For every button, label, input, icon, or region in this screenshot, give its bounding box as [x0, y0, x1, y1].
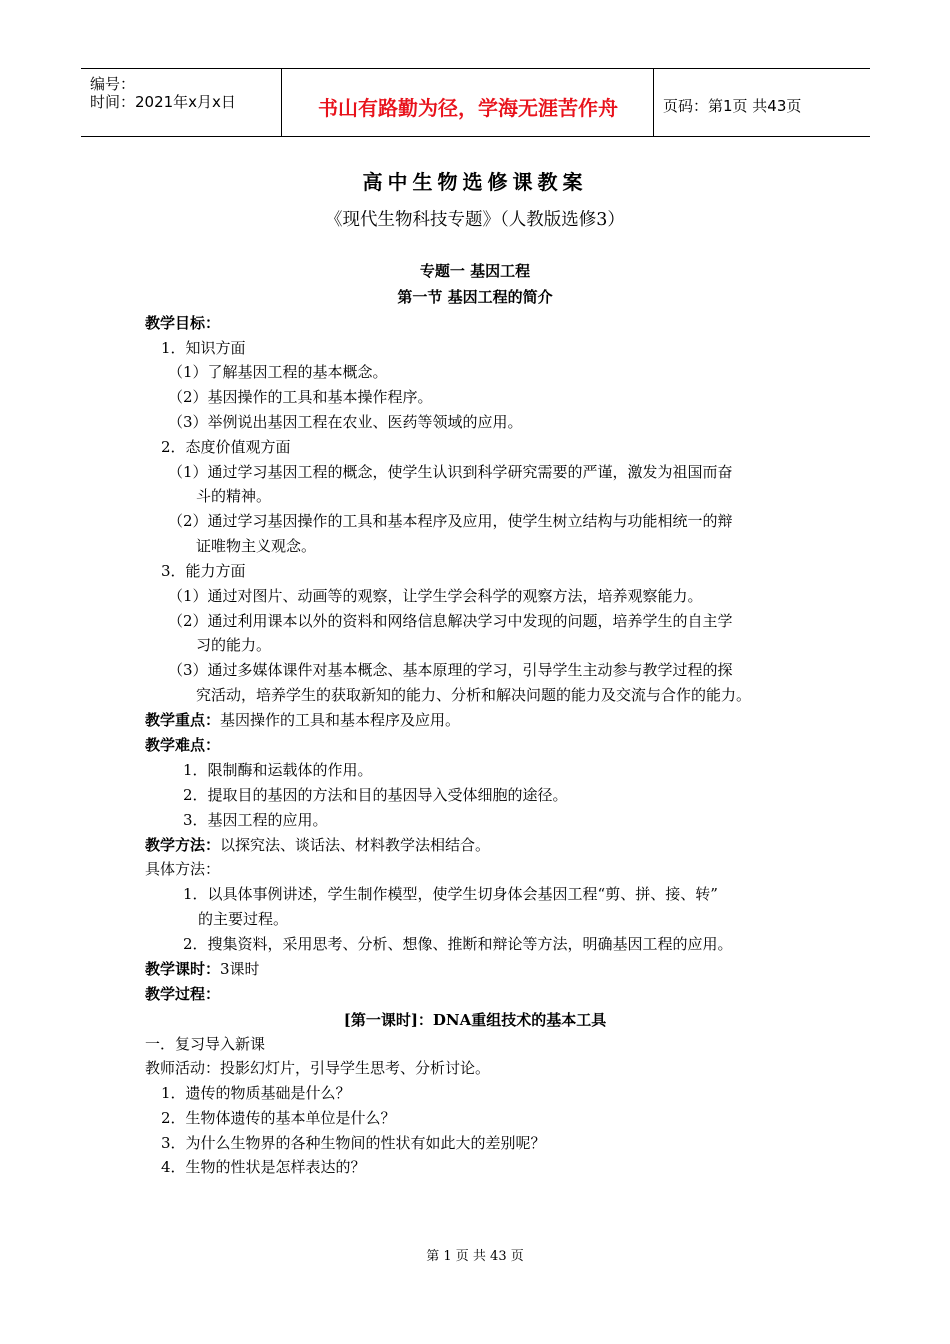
- goals-heading: 教学目标：: [145, 314, 221, 332]
- section-heading: 第一节 基因工程的简介: [397, 288, 553, 306]
- list-item: 3．能力方面: [161, 562, 246, 580]
- lesson-heading: [第一课时]：DNA重组技术的基本工具: [343, 1011, 607, 1029]
- page-title: 高中生物选修课教案: [362, 170, 588, 194]
- list-item: （2）基因操作的工具和基本操作程序。: [168, 388, 433, 406]
- list-item: 的主要过程。: [198, 910, 289, 928]
- list-item: 1．遗传的物质基础是什么？: [161, 1084, 351, 1102]
- hours-label: 教学课时：: [145, 960, 221, 978]
- list-item: 习的能力。: [196, 636, 272, 654]
- page-label: 页码：第1页 共43页: [663, 97, 802, 115]
- motto: 书山有路勤为径，学海无涯苦作舟: [318, 96, 618, 120]
- list-item: 1．以具体事例讲述，学生制作模型，使学生切身体会基因工程“剪、拼、接、转”: [183, 885, 718, 903]
- list-item: 4．生物的性状是怎样表达的？: [161, 1158, 366, 1176]
- page-footer: 第 1 页 共 43 页: [426, 1249, 524, 1264]
- topic-heading: 专题一 基因工程: [419, 262, 531, 280]
- list-item: （3）通过多媒体课件对基本概念、基本原理的学习，引导学生主动参与教学过程的探: [168, 661, 733, 679]
- list-item: 证唯物主义观念。: [196, 537, 317, 555]
- class-hours: [145, 959, 260, 979]
- number-label: 编号：: [90, 75, 136, 93]
- subtitle: 《现代生物科技专题》（人教版选修3）: [325, 210, 625, 230]
- key-label: 教学重点：: [145, 711, 221, 729]
- list-item: （2）通过学习基因操作的工具和基本程序及应用，使学生树立结构与功能相统一的辩: [168, 512, 733, 530]
- list-item: （1）通过对图片、动画等的观察，让学生学会科学的观察方法，培养观察能力。: [168, 587, 703, 605]
- difficulty-heading: 教学难点：: [145, 736, 221, 754]
- key-text: 基因操作的工具和基本程序及应用。: [220, 711, 461, 729]
- key-points: [145, 710, 460, 730]
- process-heading: 教学过程：: [145, 985, 221, 1003]
- review-heading: 一．复习导入新课: [145, 1035, 266, 1053]
- list-item: （1）了解基因工程的基本概念。: [168, 363, 388, 381]
- method: [145, 835, 490, 855]
- list-item: 3．基因工程的应用。: [183, 811, 328, 829]
- list-item: 2．提取目的基因的方法和目的基因导入受体细胞的途径。: [183, 786, 568, 804]
- specific-methods: 具体方法：: [145, 860, 221, 878]
- list-item: 2．态度价值观方面: [161, 438, 291, 456]
- method-text: 以探究法、谈话法、材料教学法相结合。: [220, 836, 491, 854]
- list-item: 1．知识方面: [161, 339, 246, 357]
- hours-text: 3课时: [220, 960, 260, 978]
- list-item: （2）通过利用课本以外的资料和网络信息解决学习中发现的问题，培养学生的自主学: [168, 612, 733, 630]
- list-item: 1．限制酶和运载体的作用。: [183, 761, 373, 779]
- method-label: 教学方法：: [145, 836, 221, 854]
- list-item: 2．搜集资料，采用思考、分析、想像、推断和辩论等方法，明确基因工程的应用。: [183, 935, 733, 953]
- list-item: 2．生物体遗传的基本单位是什么？: [161, 1109, 396, 1127]
- list-item: 斗的精神。: [196, 487, 272, 505]
- list-item: 3．为什么生物界的各种生物间的性状有如此大的差别呢？: [161, 1134, 546, 1152]
- teacher-activity: 教师活动：投影幻灯片，引导学生思考、分析讨论。: [145, 1059, 491, 1077]
- list-item: 究活动，培养学生的获取新知的能力、分析和解决问题的能力及交流与合作的能力。: [196, 686, 752, 704]
- time-label: 时间：2021年x月x日: [90, 93, 236, 111]
- list-item: （3）举例说出基因工程在农业、医药等领域的应用。: [168, 413, 523, 431]
- list-item: （1）通过学习基因工程的概念，使学生认识到科学研究需要的严谨，激发为祖国而奋: [168, 463, 733, 481]
